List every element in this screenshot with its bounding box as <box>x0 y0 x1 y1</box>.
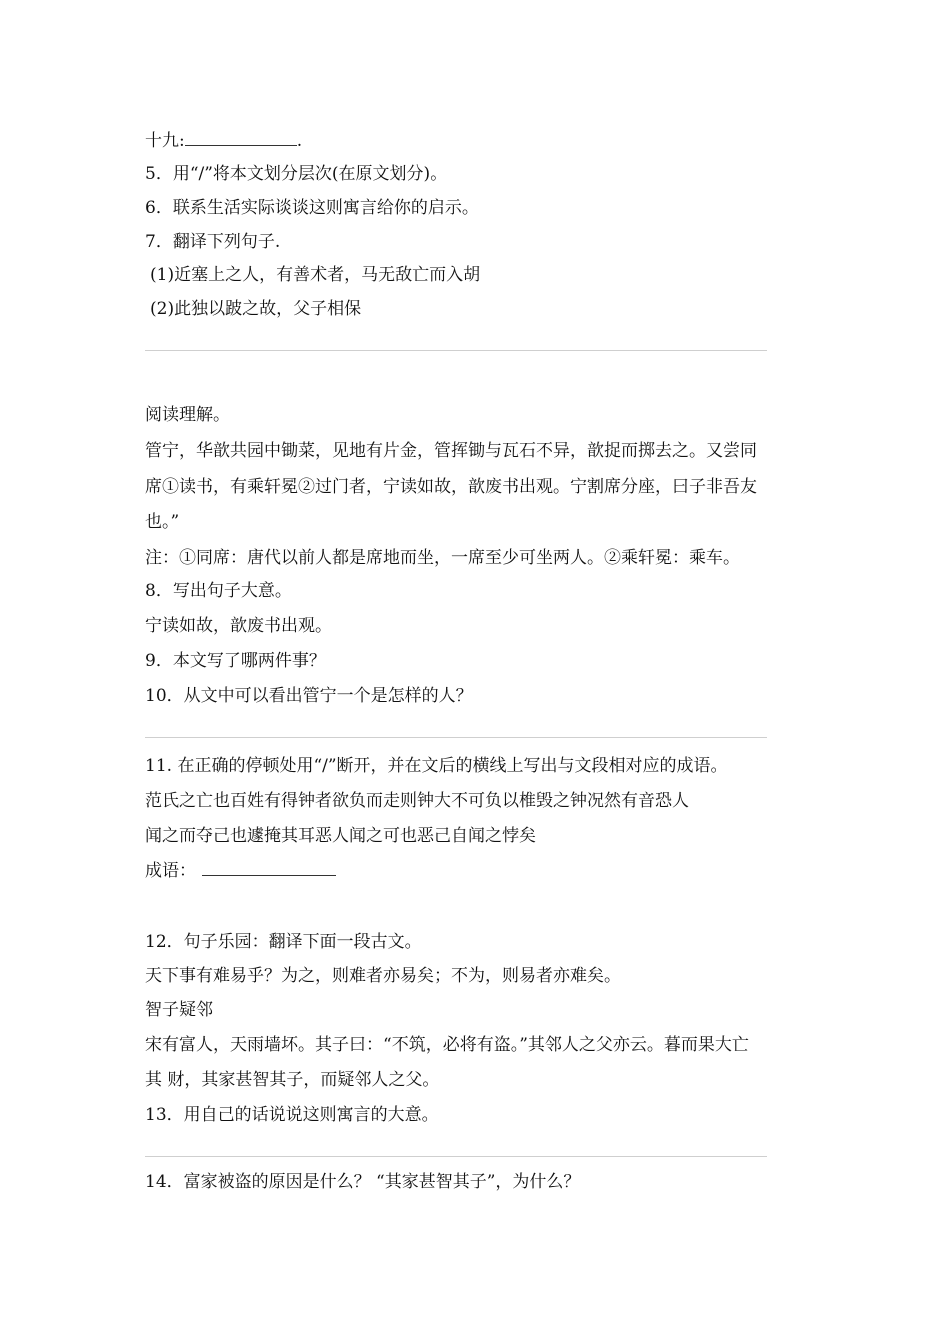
answer-blank <box>185 131 297 146</box>
question-14: 14．富家被盗的原因是什么？ “其家甚智其子”，为什么？ <box>145 1172 581 1192</box>
question-11-answer <box>145 860 336 882</box>
question-13: 13．用自己的话说说这则寓言的大意。 <box>145 1105 439 1125</box>
question-7-sentence-1: (1)近塞上之人，有善术者，马无敌亡而入胡 <box>150 265 481 285</box>
separator-line <box>145 1156 767 1157</box>
q4-tail <box>145 130 302 152</box>
passage-line: 管宁，华歆共园中锄菜，见地有片金，管挥锄与瓦石不异，歆捉而掷去之。又尝同 <box>145 441 757 461</box>
question-8-sentence: 宁读如故，歆废书出观。 <box>145 616 332 636</box>
question-12-text: 天下事有难易乎？为之，则难者亦易矣；不为，则易者亦难矣。 <box>145 966 621 986</box>
q4-tail-prefix: 十九: <box>145 131 185 151</box>
question-5: 5．用“/”将本文划分层次(在原文划分)。 <box>145 164 448 184</box>
question-7: 7．翻译下列句子. <box>145 232 281 252</box>
question-6: 6．联系生活实际谈谈这则寓言给你的启示。 <box>145 198 479 218</box>
q4-tail-suffix: . <box>296 131 303 151</box>
question-8: 8．写出句子大意。 <box>145 581 292 601</box>
passage-line: 席①读书，有乘轩冕②过门者，宁读如故，歆废书出观。宁割席分座，曰子非吾友 <box>145 477 757 497</box>
passage-line: 也。” <box>145 512 180 532</box>
passage-note: 注：①同席：唐代以前人都是席地而坐，一席至少可坐两人。②乘轩冕：乘车。 <box>145 548 740 568</box>
question-12: 12．句子乐园：翻译下面一段古文。 <box>145 932 422 952</box>
question-11-text-line: 范氏之亡也百姓有得钟者欲负而走则钟大不可负以椎毁之钟况然有音恐人 <box>145 791 689 811</box>
answer-label: 成语： <box>145 861 196 881</box>
passage-title: 智子疑邻 <box>145 1000 213 1020</box>
separator-line <box>145 350 767 351</box>
question-10: 10．从文中可以看出管宁一个是怎样的人？ <box>145 686 473 706</box>
question-11: 11. 在正确的停顿处用“/”断开，并在文后的横线上写出与文段相对应的成语。 <box>145 756 728 776</box>
passage-line: 宋有富人，天雨墙坏。其子曰：“不筑，必将有盗。”其邻人之父亦云。暮而果大亡 <box>145 1035 749 1055</box>
passage-heading: 阅读理解。 <box>145 405 230 425</box>
question-11-text-line: 闻之而夺己也遽掩其耳恶人闻之可也恶己自闻之悖矣 <box>145 826 536 846</box>
answer-blank <box>202 861 336 876</box>
passage-line: 其 财，其家甚智其子，而疑邻人之父。 <box>145 1070 440 1090</box>
question-9: 9．本文写了哪两件事？ <box>145 651 326 671</box>
question-7-sentence-2: (2)此独以跛之故，父子相保 <box>150 299 362 319</box>
separator-line <box>145 737 767 738</box>
